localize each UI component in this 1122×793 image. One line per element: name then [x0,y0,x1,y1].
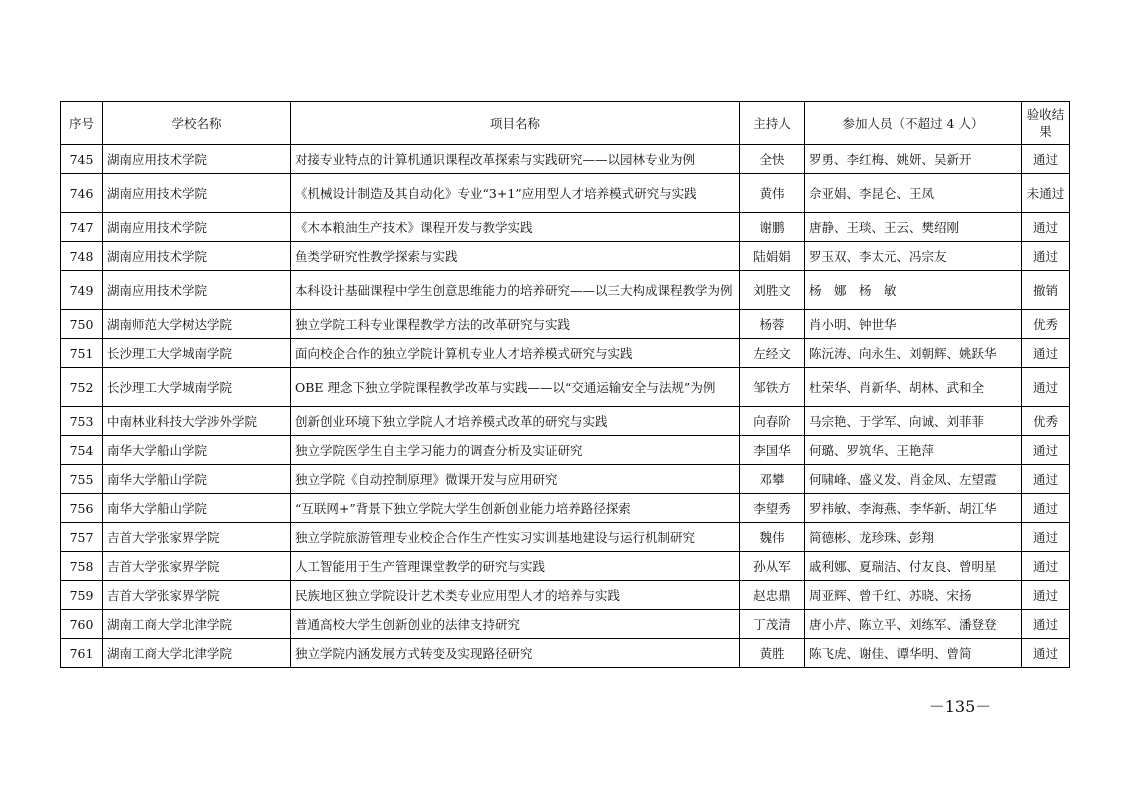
cell-host: 丁茂清 [740,610,805,639]
cell-school: 湖南应用技术学院 [103,213,291,242]
cell-project: 独立学院旅游管理专业校企合作生产性实习实训基地建设与运行机制研究 [291,523,740,552]
table-row [61,465,1070,494]
cell-school: 湖南应用技术学院 [103,271,291,310]
cell-no: 757 [61,523,103,552]
header-no: 序号 [61,102,103,145]
cell-host: 杨蓉 [740,310,805,339]
cell-school: 湖南应用技术学院 [103,242,291,271]
cell-members: 马宗艳、于学军、向诚、刘菲菲 [805,407,1022,436]
cell-no: 747 [61,213,103,242]
cell-result: 通过 [1022,494,1070,523]
cell-members: 罗祎敏、李海燕、李华新、胡江华 [805,494,1022,523]
table-row [61,639,1070,668]
header-school: 学校名称 [103,102,291,145]
cell-school: 湖南师范大学树达学院 [103,310,291,339]
cell-host: 魏伟 [740,523,805,552]
cell-no: 750 [61,310,103,339]
cell-project: “互联网+”背景下独立学院大学生创新创业能力培养路径探索 [291,494,740,523]
cell-result: 通过 [1022,523,1070,552]
cell-result: 通过 [1022,145,1070,174]
table-row [61,552,1070,581]
table-row [61,494,1070,523]
cell-project: 独立学院医学生自主学习能力的调查分析及实证研究 [291,436,740,465]
cell-school: 长沙理工大学城南学院 [103,368,291,407]
cell-result: 通过 [1022,581,1070,610]
cell-school: 湖南工商大学北津学院 [103,639,291,668]
cell-host: 孙从军 [740,552,805,581]
cell-host: 黄伟 [740,174,805,213]
cell-no: 755 [61,465,103,494]
cell-school: 南华大学船山学院 [103,436,291,465]
cell-school: 长沙理工大学城南学院 [103,339,291,368]
cell-members: 何啸峰、盛义发、肖金凤、左望霞 [805,465,1022,494]
cell-school: 湖南应用技术学院 [103,145,291,174]
cell-result: 通过 [1022,639,1070,668]
cell-no: 761 [61,639,103,668]
cell-no: 751 [61,339,103,368]
cell-project: 面向校企合作的独立学院计算机专业人才培养模式研究与实践 [291,339,740,368]
table-row [61,407,1070,436]
cell-no: 749 [61,271,103,310]
cell-result: 通过 [1022,368,1070,407]
cell-project: 民族地区独立学院设计艺术类专业应用型人才的培养与实践 [291,581,740,610]
cell-school: 湖南应用技术学院 [103,174,291,213]
cell-project: 《机械设计制造及其自动化》专业“3+1”应用型人才培养模式研究与实践 [291,174,740,213]
table-row [61,213,1070,242]
project-table [60,101,1070,668]
cell-host: 刘胜文 [740,271,805,310]
cell-project: 普通高校大学生创新创业的法律支持研究 [291,610,740,639]
cell-host: 邓攀 [740,465,805,494]
cell-project: 创新创业环境下独立学院人才培养模式改革的研究与实践 [291,407,740,436]
cell-no: 748 [61,242,103,271]
cell-project: 《木本粮油生产技术》课程开发与教学实践 [291,213,740,242]
cell-members: 佘亚娟、李昆仑、王凤 [805,174,1022,213]
table-row [61,368,1070,407]
table-row [61,581,1070,610]
table-row [61,610,1070,639]
cell-host: 陆娟娟 [740,242,805,271]
cell-project: 独立学院工科专业课程教学方法的改革研究与实践 [291,310,740,339]
table-row [61,242,1070,271]
cell-project: 本科设计基础课程中学生创意思维能力的培养研究——以三大构成课程教学为例 [291,271,740,310]
cell-members: 周亚辉、曾千红、苏晓、宋扬 [805,581,1022,610]
cell-result: 撤销 [1022,271,1070,310]
cell-result: 优秀 [1022,407,1070,436]
cell-no: 752 [61,368,103,407]
cell-no: 759 [61,581,103,610]
cell-members: 陈飞虎、谢佳、谭华明、曾简 [805,639,1022,668]
table-header-row [61,102,1070,145]
cell-result: 优秀 [1022,310,1070,339]
cell-result: 通过 [1022,610,1070,639]
cell-members: 简德彬、龙珍珠、彭翔 [805,523,1022,552]
cell-no: 753 [61,407,103,436]
cell-no: 754 [61,436,103,465]
cell-host: 邹铁方 [740,368,805,407]
table-body [61,145,1070,668]
cell-school: 南华大学船山学院 [103,465,291,494]
cell-school: 吉首大学张家界学院 [103,523,291,552]
cell-host: 黄胜 [740,639,805,668]
cell-members: 杜荣华、肖新华、胡林、武和全 [805,368,1022,407]
cell-members: 杨 娜 杨 敏 [805,271,1022,310]
page-number: －135－ [928,697,992,716]
cell-project: OBE 理念下独立学院课程教学改革与实践——以“交通运输安全与法规”为例 [291,368,740,407]
cell-school: 湖南工商大学北津学院 [103,610,291,639]
cell-result: 通过 [1022,213,1070,242]
cell-members: 肖小明、钟世华 [805,310,1022,339]
cell-result: 未通过 [1022,174,1070,213]
table-row [61,271,1070,310]
header-project: 项目名称 [291,102,740,145]
cell-project: 独立学院内涵发展方式转变及实现路径研究 [291,639,740,668]
cell-school: 吉首大学张家界学院 [103,581,291,610]
header-host: 主持人 [740,102,805,145]
cell-host: 左经文 [740,339,805,368]
cell-project: 人工智能用于生产管理课堂教学的研究与实践 [291,552,740,581]
table-row [61,310,1070,339]
cell-host: 谢鹏 [740,213,805,242]
cell-result: 通过 [1022,339,1070,368]
table-row [61,339,1070,368]
header-members: 参加人员（不超过 4 人） [805,102,1022,145]
cell-no: 758 [61,552,103,581]
cell-school: 中南林业科技大学涉外学院 [103,407,291,436]
cell-result: 通过 [1022,436,1070,465]
table-row [61,436,1070,465]
header-result: 验收结果 [1022,102,1070,145]
cell-host: 李国华 [740,436,805,465]
cell-members: 陈沅涛、向永生、刘朝辉、姚跃华 [805,339,1022,368]
cell-no: 760 [61,610,103,639]
cell-project: 鱼类学研究性教学探索与实践 [291,242,740,271]
cell-members: 唐静、王琰、王云、樊绍刚 [805,213,1022,242]
cell-school: 南华大学船山学院 [103,494,291,523]
cell-project: 对接专业特点的计算机通识课程改革探索与实践研究——以园林专业为例 [291,145,740,174]
cell-members: 罗玉双、李太元、冯宗友 [805,242,1022,271]
cell-school: 吉首大学张家界学院 [103,552,291,581]
cell-members: 罗勇、李红梅、姚妍、吴新开 [805,145,1022,174]
cell-host: 全快 [740,145,805,174]
cell-result: 通过 [1022,552,1070,581]
cell-project: 独立学院《自动控制原理》微课开发与应用研究 [291,465,740,494]
cell-members: 何璐、罗筑华、王艳萍 [805,436,1022,465]
cell-no: 746 [61,174,103,213]
cell-members: 戚利娜、夏瑞洁、付友良、曾明星 [805,552,1022,581]
table-row [61,174,1070,213]
table-row [61,523,1070,552]
table-row [61,145,1070,174]
cell-no: 756 [61,494,103,523]
cell-result: 通过 [1022,465,1070,494]
cell-members: 唐小芹、陈立平、刘练军、潘登登 [805,610,1022,639]
cell-no: 745 [61,145,103,174]
cell-host: 赵忠鼎 [740,581,805,610]
cell-host: 向春阶 [740,407,805,436]
cell-result: 通过 [1022,242,1070,271]
cell-host: 李望秀 [740,494,805,523]
